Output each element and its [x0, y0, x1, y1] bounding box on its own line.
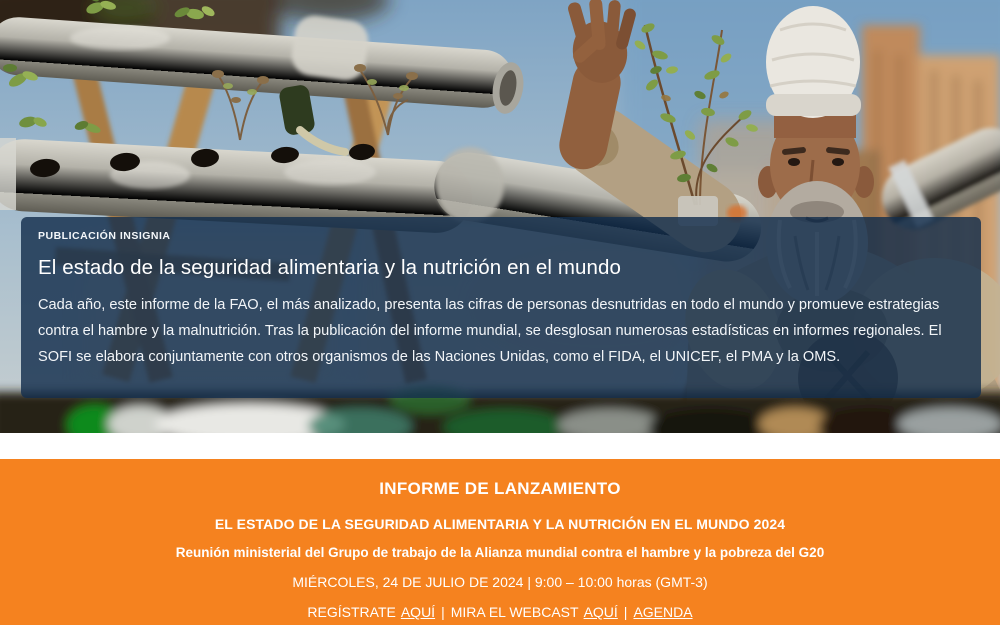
banner-report-title: EL ESTADO DE LA SEGURIDAD ALIMENTARIA Y LA NUTRICIÓN EN EL MUNDO 2024 — [214, 516, 786, 532]
separator: | — [441, 604, 445, 620]
webcast-label: MIRA EL WEBCAST — [450, 604, 579, 620]
banner-schedule: MIÉRCOLES, 24 DE JULIO DE 2024 | 9:00 – 10:00 horas (GMT-3) — [292, 574, 708, 590]
publication-description: Cada año, este informe de la FAO, el más analizado, presenta las cifras de personas desnutridas en todo el mundo y promueve estrategias contra el hambre y la malnutrición. Tras la publicación del informe mundial, se desglosan numerosas estadísticas en informes regionales. El SOFI se elabora conjuntamente con otros organismos de las Naciones Unidas, como el FIDA, el UNICEF, el PMA y la OMS. — [38, 297, 942, 365]
webcast-link[interactable]: AQUÍ — [583, 604, 618, 620]
separator: | — [623, 604, 628, 620]
publication-label: PUBLICACIÓN INSIGNIA — [38, 230, 171, 242]
register-label: REGÍSTRATE — [307, 604, 396, 620]
register-link[interactable]: AQUÍ — [400, 604, 436, 620]
white-divider — [0, 433, 1000, 459]
publication-card[interactable] — [21, 217, 981, 398]
banner-links — [0, 604, 1000, 620]
banner-event-title: Reunión ministerial del Grupo de trabajo de la Alianza mundial contra el hambre y la pobreza del G20 — [175, 545, 825, 560]
publication-title: El estado de la seguridad alimentaria y la nutrición en el mundo — [38, 256, 622, 279]
launch-banner — [0, 459, 1000, 625]
banner-title: INFORME DE LANZAMIENTO — [379, 479, 621, 498]
agenda-link[interactable]: AGENDA — [633, 604, 693, 620]
